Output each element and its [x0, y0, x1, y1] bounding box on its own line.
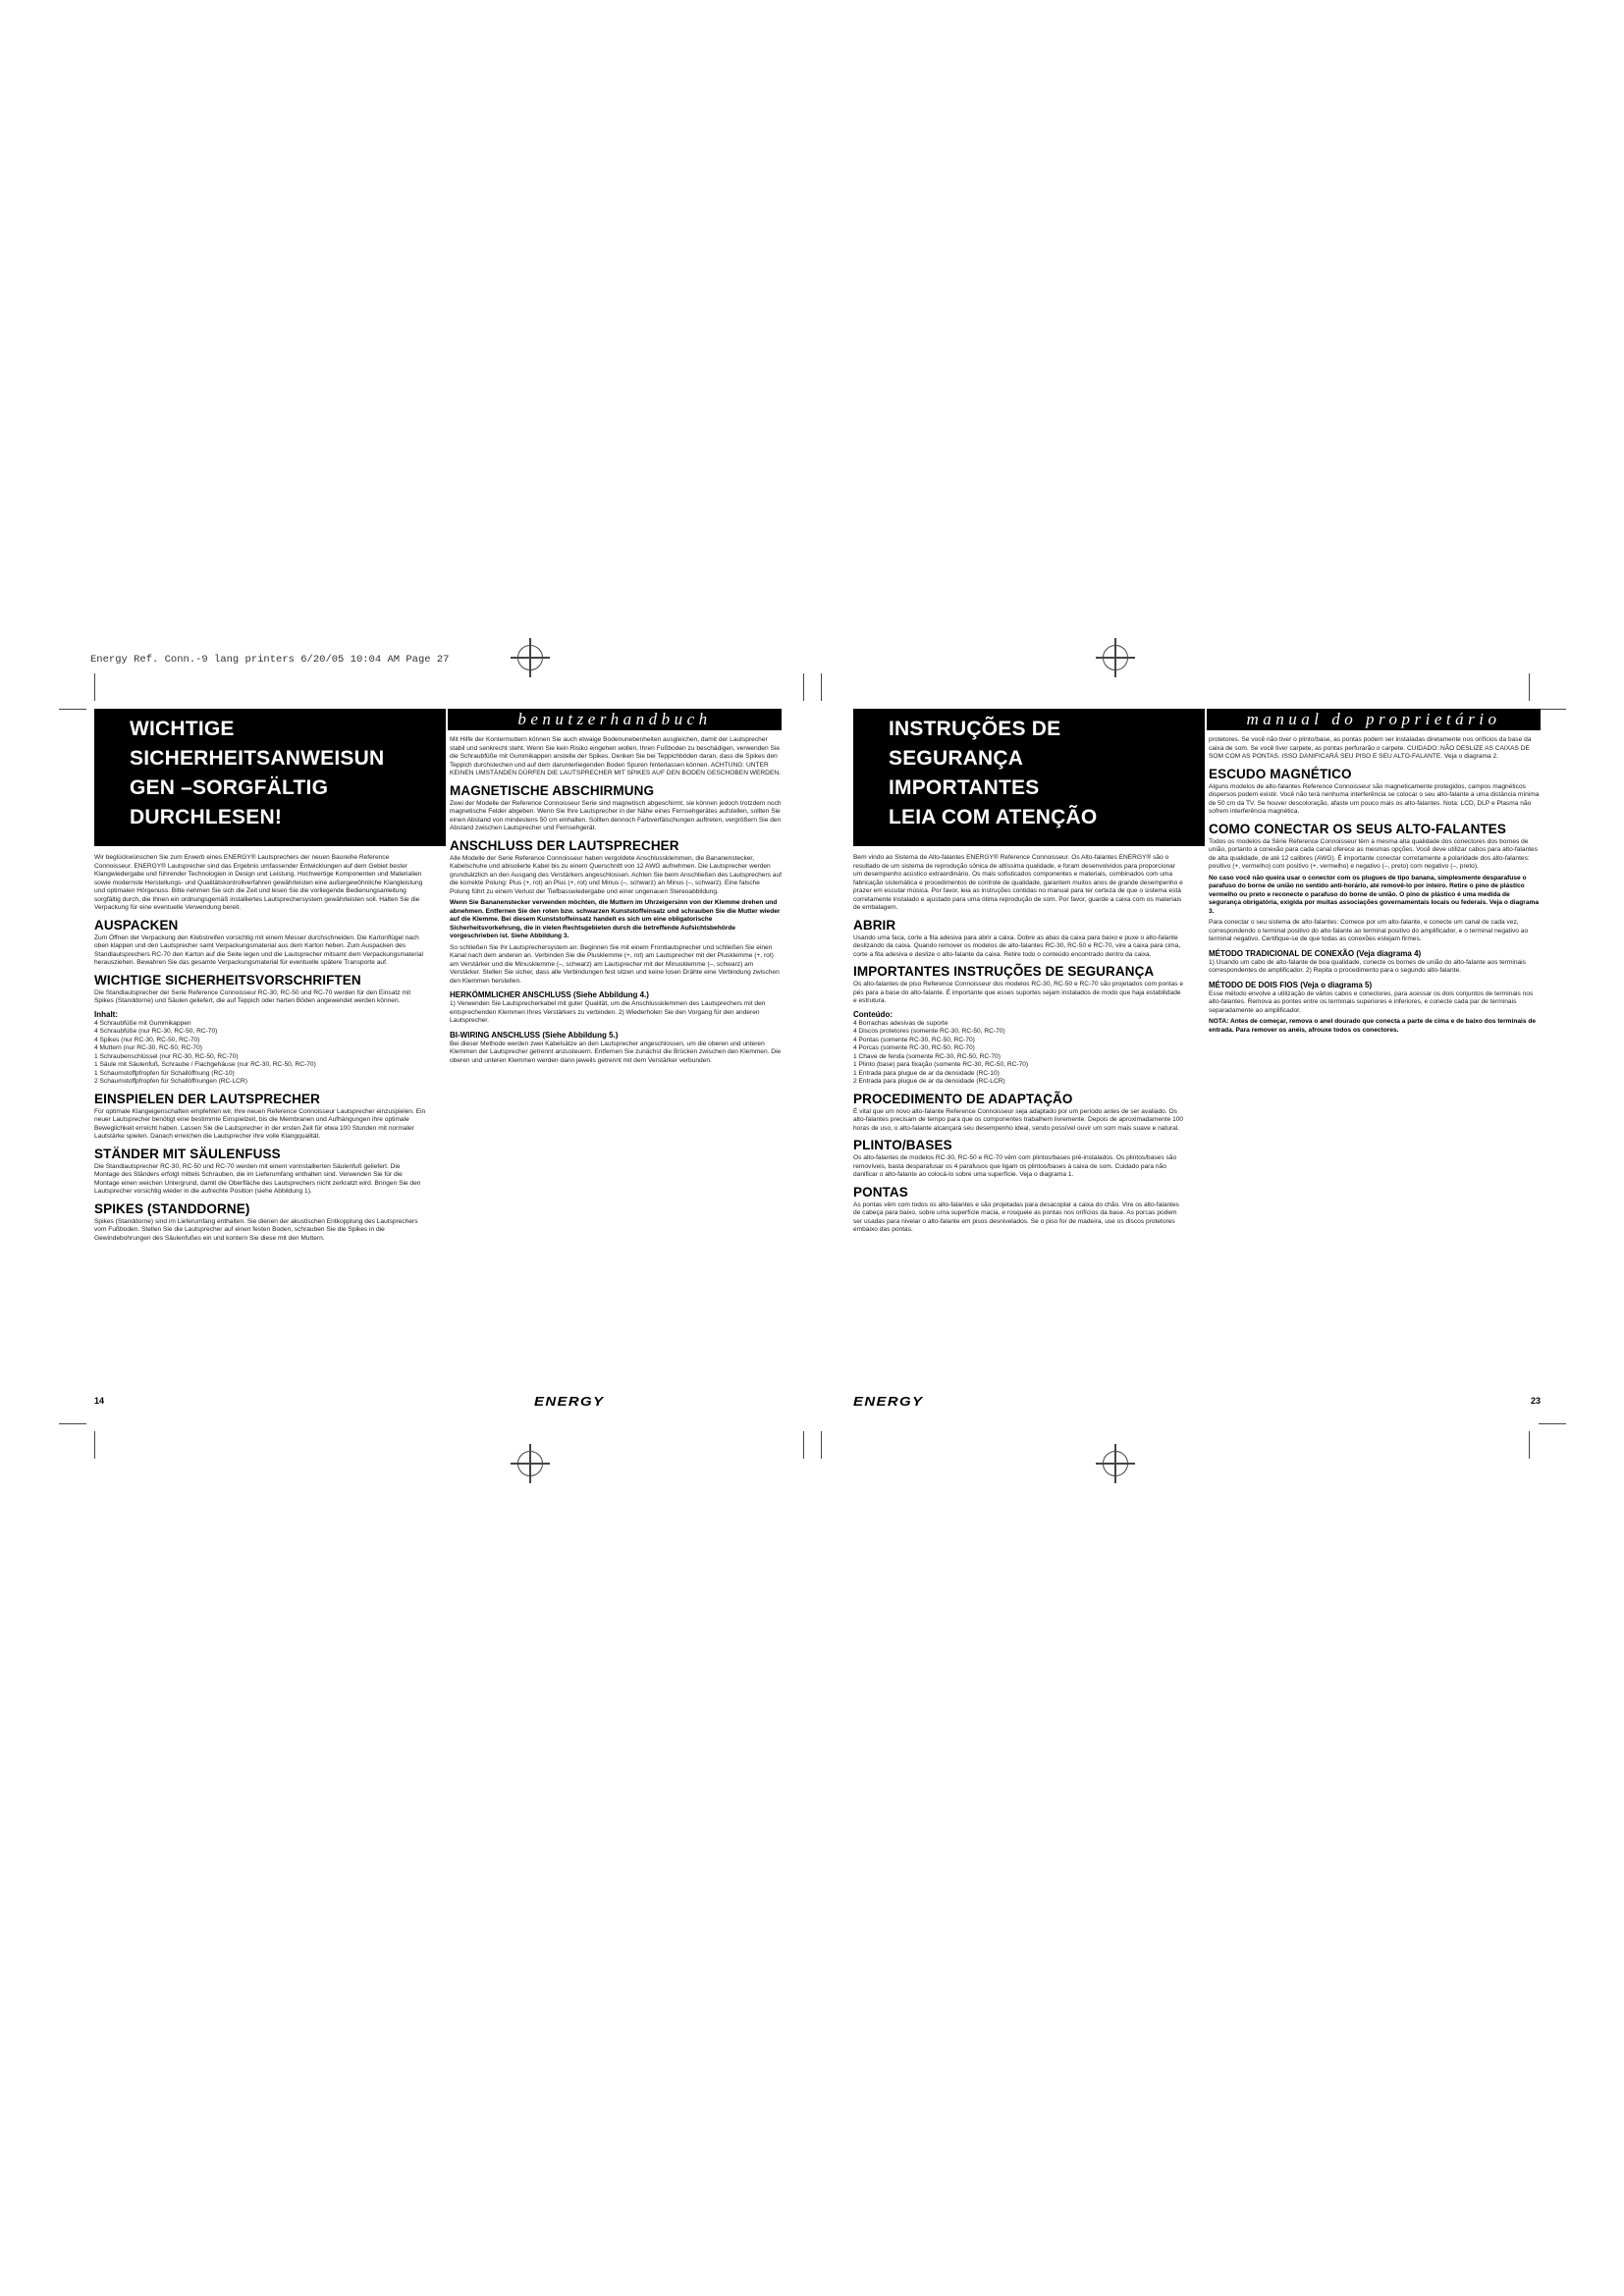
- registration-mark-bottom-left: [517, 1451, 543, 1476]
- subheading: BI-WIRING ANSCHLUSS (Siehe Abbildung 5.): [450, 1030, 619, 1040]
- subheading: Conteúdo:: [853, 1009, 893, 1019]
- page-title-box: [853, 709, 1205, 846]
- list-item: 4 Pontas (somente RC-30, RC-50, RC-70): [853, 1036, 975, 1043]
- bold-paragraph: Wenn Sie Bananenstecker verwenden möchten, die Muttern im Uhrzeigersinn von der Klemme drehen und abnehmen. Entfernen Sie den roten bzw. schwarzen Kunststoffeinsatz und schrauben Sie die Mutter wieder auf die Klemme. Bei diesem Kunststoffeinsatz handelt es sich um eine obligatorische Sicherheitsvorkehrung, die in vielen Rechtsgebieten durch die betreffende Aufsichtsbehörde vorgeschrieben ist. Siehe Abbildung 3.: [450, 899, 781, 939]
- section-heading: AUSPACKEN: [94, 917, 179, 933]
- body-paragraph: Zum Öffnen der Verpackung den Klebstreifen vorsichtig mit einem Messer durchschneiden. Die Kartonflügel nach oben klappen und den Lautsprecher samt Verpackungsmaterial aus dem Karton heben. Zum Auspacken des Standlautsprechers RC-70 den Karton auf die Seite legen und die Lautsprecher mitsamt dem Verpackungsmaterial herausziehen. Bewahren Sie das gesamte Verpackungsmaterial für eventuelle spätere Transporte auf.: [94, 934, 424, 966]
- body-paragraph: Para conectar o seu sistema de alto-falantes: Comece por um alto-falante, e conecte um canal de cada vez, correspondendo o terminal positivo do alto-falante ao terminal positivo do amplificador, e o terminal negativo ao terminal negativo. Certifique-se de que todas as conexões estejam firmes.: [1209, 919, 1529, 942]
- body-paragraph: Os alto-falantes de piso Reference Connoisseur dos modelos RC-30, RC-50 e RC-70 são projetados com pontas e pés para a base do alto-falante. É importante que esses suportes sejam instalados de modo que haja estabilidade e estrutura.: [853, 981, 1184, 1004]
- title-line: DURCHLESEN!: [130, 806, 283, 828]
- title-line: SEGURANÇA: [889, 747, 1024, 770]
- registration-mark-top-left: [517, 645, 543, 670]
- body-paragraph: É vital que um novo alto-falante Reference Connoisseur seja adaptado por um período antes de ser avaliado. Os alto-falantes precisam de tempo para que os componentes trabalhem livremente. Depois de aproximadamente 100 horas de uso, o alto-falante alcançará seu desempenho ideal, sendo possível ouvir um som mais suave e natural.: [853, 1107, 1184, 1132]
- body-paragraph: Für optimale Klangeigenschaften empfehlen wir, Ihre neuen Reference Connoisseur Lautsprecher einzuspielen. Ein neuer Lautsprecher benötigt eine bestimmte Einspielzeit, bis die Membranen und Aufhängungen ihre optimale Beweglichkeit erreicht haben. Lassen Sie die Lautsprecher in der ersten Zeit für etwa 100 Stunden mit normaler Lautstärke spielen. Danach erreichen die Lautsprecher ihre volle Klangqualität.: [94, 1107, 426, 1140]
- energy-logo: ENERGY: [534, 1394, 605, 1409]
- list-item: 1 Entrada para plugue de ar da densidade (RC-10): [853, 1069, 1000, 1077]
- crop-mark: [1539, 709, 1566, 710]
- section-heading: SPIKES (STANDDORNE): [94, 1201, 250, 1216]
- body-paragraph: As pontas vêm com todos os alto-falantes e são projetadas para desacoplar a caixa do chão. Vire os alto-falantes de cabeça para baixo, sobre uma superfície macia, e rosqueie as pontas nos orifícios da base. As porcas podem ser usadas para nivelar o alto-falante em pisos desnivelados. Se o piso for de madeira, use os discos protetores embaixo das pontas.: [853, 1201, 1179, 1233]
- list-item: 2 Schaumstoffpfropfen für Schallöffnungen (RC-LCR): [94, 1078, 247, 1085]
- text-column: [853, 854, 1185, 1240]
- list-item: 4 Discos protetores (somente RC-30, RC-50, RC-70): [853, 1028, 1005, 1035]
- title-line: INSTRUÇÕES DE: [889, 718, 1061, 740]
- body-paragraph: Alle Modelle der Serie Reference Connoisseur haben vergoldete Anschlussklemmen, die Bananenstecker, Kabelschuhe und abisolierte Kabel bis zu einem Querschnitt von 12 AWG aufnehmen. Die Lautsprecher werden grundsätzlich an den Ausgang des Verstärkers angeschlossen. Achten Sie beim Anschließen des Lautsprechers auf die korrekte Polung: Plus (+, rot) an Plus (+, rot) und Minus (–, schwarz) an Minus (–, schwarz). Eine falsche Polung führt zu einem Verlust der Tiefbasswiedergabe und einer ungenauen Stereoabbildung.: [450, 854, 782, 895]
- title-line: WICHTIGE: [130, 718, 235, 740]
- crop-mark: [59, 709, 86, 710]
- page-number: 14: [94, 1396, 105, 1406]
- crop-mark: [821, 1431, 822, 1459]
- list-item: 4 Muttern (nur RC-30, RC-50, RC-70): [94, 1044, 202, 1051]
- list-item: 1 Schraubenschlüssel (nur RC-30, RC-50, RC-70): [94, 1052, 239, 1060]
- printer-slug: Energy Ref. Conn.-9 lang printers 6/20/05 10:04 AM Page 27: [90, 654, 450, 666]
- bold-paragraph: No caso você não queira usar o conector com os plugues de tipo banana, simplesmente desparafuse o parafuso do borne de união no sentido anti-horário, até removê-lo por inteiro. Retire o pino de plástico vermelho ou preto e reconecte o parafuso do borne de união. O pino de plástico é uma medida de segurança obrigatória, exigida por muitas associações governamentais locais ou federais. Veja o diagrama 3.: [1209, 874, 1540, 915]
- body-paragraph: Mit Hilfe der Kontermuttern können Sie auch etwaige Bodenunebenheiten ausgleichen, damit der Lautsprecher stabil und senkrecht steht. Wenn Sie kein Risiko eingehen wollen, Ihren Fußboden zu beschädigen, verwenden Sie die Schraubfüße mit Gummikappen anstelle der Spikes. Denken Sie bei Teppichböden daran, dass die Spikes den Teppich durchstechen und auf dem darunterliegenden Boden Spuren hinterlassen können. ACHTUNG: UNTER KEINEN UMSTÄNDEN DÜRFEN DIE LAUTSPRECHER MIT SPIKES AUF DEN BODEN GESCHOBEN WERDEN.: [450, 736, 781, 776]
- body-paragraph: Die Standlautsprecher RC-30, RC-50 und RC-70 werden mit einem vorinstallierten Säulenfuß geliefert. Die Montage des Ständers erfolgt mittels Schrauben, die im Lieferumfang enthalten sind. Verwenden Sie für die Montage einen weichen Untergrund, damit die Oberfläche des Lautsprechers nicht zerkratzt wird. Bringen Sie den Lautsprecher vorsichtig wieder in die aufrechte Position (siehe Abbildung 1).: [94, 1162, 421, 1195]
- list-item: 4 Schraubfüße mit Gummikappen: [94, 1019, 191, 1027]
- manual-banner: manual do proprietário: [1207, 709, 1541, 730]
- crop-mark: [94, 673, 95, 701]
- section-heading: IMPORTANTES INSTRUÇÕES DE SEGURANÇA: [853, 964, 1155, 979]
- intro-paragraph: Bem vindo ao Sistema de Alto-falantes ENERGY® Reference Connoisseur. Os Alto-falantes ENERGY® são o resultado de um sistema de reprodução sônica de altíssima qualidade, e foram desenvolvidos para proporcionar um desempenho acústico extraordinário. Os mais sofisticados componentes e materiais, combinados com uma fabricação sistemática e procedimentos de controle de qualidade, garantem muitos anos de grande desempenho e prazer em escutar música. Por favor, leia as instruções contidas no manual para ter certeza de que o sistema está corretamente instalado e ajustado para uma ótima reprodução de som. Por favor, guarde a caixa com os materiais de embalagem.: [853, 854, 1183, 911]
- section-heading: COMO CONECTAR OS SEUS ALTO-FALANTES: [1209, 821, 1507, 836]
- body-paragraph: Zwei der Modelle der Reference Connoisseur Serie sind magnetisch abgeschirmt, sie können jedoch trotzdem noch magnetische Felder abgeben. Wenn Sie Ihre Lautsprecher in der Nähe eines Fernsehgerätes aufstellen, sollten Sie einen Abstand von mindestens 50 cm einhalten. Sollten dennoch Farbverfälschungen auftreten, vergrößern Sie den Abstand zwischen Lautsprecher und Fernsehgerät.: [450, 799, 782, 831]
- crop-mark: [821, 673, 822, 701]
- page-title-box: [94, 709, 446, 846]
- registration-mark-top-right: [1103, 645, 1128, 670]
- section-heading: ANSCHLUSS DER LAUTSPRECHER: [450, 837, 679, 853]
- section-heading: WICHTIGE SICHERHEITSVORSCHRIFTEN: [94, 972, 361, 988]
- registration-mark-bottom-right: [1103, 1451, 1128, 1476]
- body-paragraph: Esse método envolve a utilização de vários cabos e conectores, para acessar os dois conjuntos de terminais nos alto-falantes. Remova as pontes entre os terminais superiores e inferiores, e conecte cada par de terminais separadamente ao amplificador.: [1209, 989, 1534, 1014]
- page-number: 23: [1530, 1396, 1541, 1406]
- list-item: 1 Plinto (base) para fixação (somente RC-30, RC-50, RC-70): [853, 1061, 1029, 1068]
- body-paragraph: Bei dieser Methode werden zwei Kabelsätze an den Lautsprecher angeschlossen, um die oberen und unteren Klemmen der Lautsprecher getrennt anzusteuern. Entfernen Sie zunächst die Brücken zwischen den Klemmen. Die oberen und unteren Klemmen werden dann jeweils getrennt mit dem Verstärker verbunden.: [450, 1040, 782, 1064]
- list-item: 1 Chave de fenda (somente RC-30, RC-50, RC-70): [853, 1052, 1001, 1060]
- section-heading: ESCUDO MAGNÉTICO: [1209, 766, 1352, 781]
- page-german: [94, 709, 782, 1415]
- title-line: LEIA COM ATENÇÃO: [889, 806, 1098, 828]
- list-item: 2 Entrada para plugue de ar da densidade (RC-LCR): [853, 1078, 1005, 1085]
- subheading: MÉTODO DE DOIS FIOS (Veja o diagrama 5): [1209, 980, 1373, 989]
- crop-mark: [803, 673, 804, 701]
- list-item: 1 Schaumstoffpfropfen für Schallöffnung (RC-10): [94, 1069, 235, 1077]
- intro-paragraph: Wir beglückwünschen Sie zum Erwerb eines ENERGY® Lautsprechers der neuen Baureihe Reference Connoisseur. ENERGY® Lautsprecher sind das Ergebnis umfassender Entwicklungen auf dem Gebiet bester Klangwiedergabe und führender Technologien in Design und Leistung. Hochwertige Komponenten und Materialien sowie modernste Herstellungs- und Qualitätskontrollverfahren gewährleisten eine außergewöhnliche Klangleistung und optimalen Hörgenuss. Bitte nehmen Sie sich die Zeit und lesen Sie die vorliegende Bedienungsanleitung sorgfältig durch, die Ihnen ein ordnungsgemäß installiertes Lautsprechersystem gewährleisten soll. Halten Sie die Verpackung für eine eventuelle Verwendung bereit.: [94, 854, 423, 911]
- body-paragraph: Spikes (Standdorne) sind im Lieferumfang enthalten. Sie dienen der akustischen Entkopplung des Lautsprechers vom Fußboden. Stellen Sie die Lautsprecher auf einen festen Boden, schrauben Sie die Spikes in die Gewindebohrungen des Säulenfußes ein und kontern Sie diese mit den Muttern.: [94, 1217, 418, 1242]
- section-heading: MAGNETISCHE ABSCHIRMUNG: [450, 782, 655, 798]
- subheading: HERKÖMMLICHER ANSCHLUSS (Siehe Abbildung 4.): [450, 990, 649, 999]
- title-line: SICHERHEITSANWEISUN: [130, 747, 385, 770]
- manual-banner: benutzerhandbuch: [448, 709, 782, 730]
- crop-mark: [94, 1431, 95, 1459]
- list-item: 1 Säule mit Säulenfuß, Schraube / Flachgehäuse (nur RC-30, RC-50, RC-70): [94, 1061, 316, 1068]
- section-heading: PONTAS: [853, 1184, 908, 1200]
- title-line: IMPORTANTES: [889, 776, 1040, 799]
- body-paragraph: Alguns modelos de alto-falantes Reference Connoisseur são magneticamente protegidos, campos magnéticos dispersos podem existir. Você não terá nenhuma interferência se colocar o seu alto-falante a uma distância mínima de 50 cm da TV. Se houver descoloração, afaste um pouco mais os alto-falantes. Nota: LCD, DLP e Plasma não sofrem interferência magnética.: [1209, 782, 1540, 815]
- section-heading: EINSPIELEN DER LAUTSPRECHER: [94, 1091, 320, 1106]
- section-heading: PROCEDIMENTO DE ADAPTAÇÃO: [853, 1091, 1073, 1106]
- title-line: GEN –SORGFÄLTIG: [130, 776, 329, 799]
- page-portuguese: [853, 709, 1541, 1415]
- energy-logo: ENERGY: [853, 1394, 924, 1409]
- section-heading: STÄNDER MIT SÄULENFUSS: [94, 1146, 281, 1161]
- bold-paragraph: NOTA: Antes de começar, remova o anel dourado que conecta a parte de cima e de baixo dos terminais de entrada. Para remover os anéis, afrouxe todos os conectores.: [1209, 1018, 1537, 1034]
- section-heading: PLINTO/BASES: [853, 1138, 952, 1152]
- body-paragraph: Todos os modelos da Série Reference Connoisseur têm a mesma alta qualidade dos conectores dos bornes de união, portanto a conexão para cada canal oferece as mesmas opções. Você deve utilizar cabos para alto-falantes de alta qualidade, de até 12 calibres (AWG). É importante conectar corretamente a polaridade dos alto-falantes: positivo (+, vermelho) com positivo (+, vermelho) e negativo (–, preto) com negativo (–, preto).: [1209, 837, 1539, 870]
- body-paragraph: 1) Usando um cabo de alto-falante de boa qualidade, conecte os bornes de união do alto-falante aos terminais correspondentes do amplificador. 2) Repita o procedimento para o segundo alto-falante.: [1209, 958, 1526, 974]
- body-paragraph: protetores. Se você não tiver o plinto/base, as pontas podem ser instaladas diretamente nos orifícios da base da caixa de som. Se você tiver carpete, as pontas perfurarão o carpete. CUIDADO: NÃO DESLIZE AS CAIXAS DE SOM COM AS PONTAS. ISSO DANIFICARÁ SEU PISO E SEU ALTO-FALANTE. Veja o diagrama 2.: [1209, 736, 1532, 760]
- crop-mark: [1529, 1431, 1530, 1459]
- body-paragraph: So schließen Sie Ihr Lautsprechersystem an: Beginnen Sie mit einem Frontlautsprecher und schließen Sie einen Kanal nach dem anderen an. Verbinden Sie die Plusklemme (+, rot) am Lautsprecher mit der Plusklemme (+, rot) am Verstärker und die Minusklemme (–, schwarz) am Lautsprecher mit der Minusklemme (–, schwarz) am Verstärker. Stellen Sie sicher, dass alle Verbindungen fest sitzen und keine losen Drähte eine Verbindung zwischen den Klemmen herstellen.: [450, 943, 780, 985]
- list-item: 4 Porcas (somente RC-30, RC-50, RC-70): [853, 1044, 975, 1051]
- crop-mark: [59, 1423, 86, 1424]
- crop-mark: [1529, 673, 1530, 701]
- list-item: 4 Borrachas adesivas de suporte: [853, 1019, 948, 1027]
- list-item: 4 Schraubfüße (nur RC-30, RC-50, RC-70): [94, 1028, 218, 1035]
- subheading: Inhalt:: [94, 1009, 118, 1019]
- text-column: [1209, 736, 1541, 1040]
- body-paragraph: Os alto-falantes de modelos RC-30, RC-50 e RC-70 vêm com plintos/bases pré-instalados. Os plintos/bases são removíveis, basta desparafusar os 4 parafusos que ligam os plintos/bases à caixa de som. Cuidado para não danificar o alto-falante ao colocá-lo sobre uma superfície. Veja o diagrama 1.: [853, 1154, 1177, 1178]
- body-paragraph: 1) Verwenden Sie Lautsprecherkabel mit guter Qualität, um die Anschlussklemmen des Lautsprechers mit den entsprechenden Klemmen Ihres Verstärkers zu verbinden. 2) Wiederholen Sie den Vorgang für den anderen Lautsprecher.: [450, 1000, 766, 1024]
- subheading: MÉTODO TRADICIONAL DE CONEXÃO (Veja diagrama 4): [1209, 948, 1422, 958]
- text-column: [450, 736, 782, 1070]
- crop-mark: [1539, 1423, 1566, 1424]
- body-paragraph: Usando uma faca, corte a fita adesiva para abrir a caixa. Dobre as abas da caixa para baixo e puxe o alto-falante deslizando da caixa. Quando remover os modelos de alto-falantes RC-30, RC-50 e RC-70, vire a caixa para cima, corte a fita adesiva e deslize o alto-falante da caixa. Retire todo o conteúdo encontrado dentro da caixa.: [853, 934, 1181, 958]
- body-paragraph: Die Standlautsprecher der Serie Reference Connoisseur RC-30, RC-50 und RC-70 werden für den Einsatz mit Spikes (Standdorne) und Säulen geliefert, die auf Teppich oder harten Böden angewendet werden können.: [94, 988, 411, 1004]
- text-column: [94, 854, 426, 1248]
- section-heading: ABRIR: [853, 917, 896, 933]
- crop-mark: [803, 1431, 804, 1459]
- list-item: 4 Spikes (nur RC-30, RC-50, RC-70): [94, 1036, 200, 1043]
